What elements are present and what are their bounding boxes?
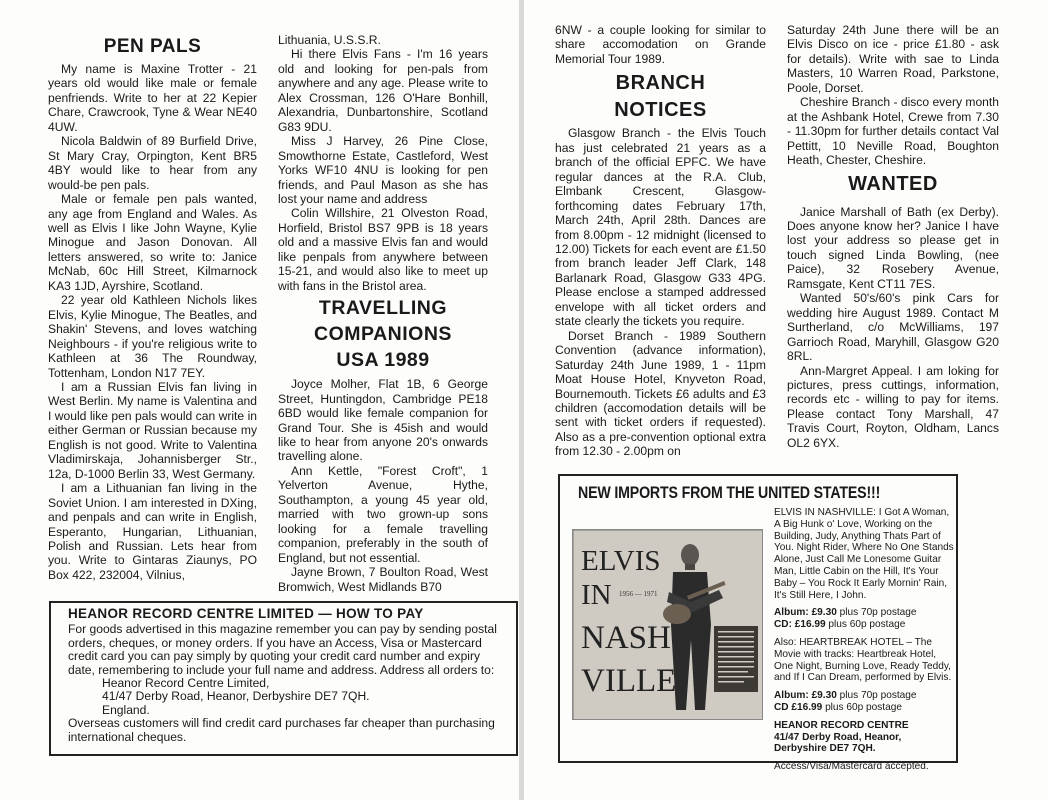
pay-address-line: 41/47 Derby Road, Heanor, Derbyshire DE7 7QH.: [102, 689, 370, 704]
pen-pal-entry: 22 year old Kathleen Nichols likes Elvis, Kylie Minogue, The Beatles, and Shakin' Stevens, and loves watching Neighbours - if you're religious write to Kathleen at 36 The Roundway, Tottenham, London N17 7EY.: [48, 293, 257, 380]
branch-entry: Dorset Branch - 1989 Southern Convention (advance information), Saturday 24th June 1989, 1 - 11pm Moat House Hotel, Knyveton Road, Bournemouth. Tickets £6 adults and £3 children (accomodation details will be sent with ticket orders if requested). Also as a pre-convention optional extra from 12.30 - 2.00pm on: [555, 328, 766, 459]
album-cover-artwork: [573, 530, 763, 720]
album-years: 1956 — 1971: [619, 590, 658, 598]
how-to-pay-intro: For goods advertised in this magazine remember you can pay by sending postal orders, cheques, or money orders. If you have an Access, Visa or Mastercard credit card you can pay simply by quoting your credit card number and expiry date, remembering to include your full name and address. Address all orders to:: [68, 622, 497, 677]
wanted-column: [787, 23, 999, 450]
item2-cd-price: [774, 702, 954, 714]
travelling-heading-line: TRAVELLING: [318, 297, 448, 320]
branch-entry: Cheshire Branch - disco every month at the Ashbank Hotel, Crewe from 7.30 - 11.30pm for further details contact Val Pettitt, 10 Neville Road, Boughton Heath, Chester, Cheshire.: [787, 95, 999, 168]
pen-pal-entry: I am a Russian Elvis fan living in West Berlin. My name is Valentina and I would like pen pals would can write in either German or Russian because my English is not good. Write to Valentina Vladimirskaja, Johannisberger Str., 12a, D-1000 Berlin 33, West Germany.: [48, 379, 257, 481]
branch-notices-heading: [555, 70, 766, 124]
new-imports-box: [558, 474, 958, 773]
price-label: CD: £16.99: [774, 619, 826, 631]
how-to-pay-title: HEANOR RECORD CENTRE LIMITED — HOW TO PAY: [68, 606, 424, 621]
item2-album-price: [774, 690, 954, 702]
price-label: CD £16.99: [774, 701, 823, 713]
pay-address-line: Heanor Record Centre Limited,: [102, 676, 270, 691]
pen-pal-entry: Male or female pen pals wanted, any age from England and Wales. As well as Elvis I like John Wayne, Kylie Minogue and Jason Donovan. All letters answered, so write to: Janice McNab, 60c Hill Street, Kilmarnock KA3 1JD, Ayrshire, Scotland.: [48, 192, 257, 293]
postage-text: plus 60p postage: [822, 701, 902, 713]
branch-notices-column: [555, 23, 766, 459]
pen-pal-entry: Colin Willshire, 21 Olveston Road, Horfield, Bristol BS7 9PB is 18 years old and a massive Elvis fan and would like penpals from anywhere between 15-21, and would also like to meet up with fans in the Bristol area.: [278, 206, 488, 293]
cards-accepted: Access/Visa/Mastercard accepted.: [774, 761, 929, 773]
pen-pals-continued-column: [278, 33, 488, 594]
company-line: 41/47 Derby Road, Heanor,: [774, 731, 902, 743]
item1-description: ELVIS IN NASHVILLE: I Got A Woman, A Big Hunk o' Love, Working on the Building, Judy, Anything Thats Part of You. Night Rider, Where No One Stands Alone, Just Call Me Lonesome Guitar Man, Little Cabin on the Hill, It's Your Baby – You Rock It Early Mornin' Rain, It's Still Here, I John.: [774, 507, 954, 601]
pay-address-line: England.: [102, 702, 150, 717]
album-title-line: NASH: [581, 620, 671, 656]
postage-text: plus 70p postage: [836, 607, 917, 619]
price-label: Album: £9.30: [774, 607, 837, 619]
company-line: HEANOR RECORD CENTRE: [774, 719, 909, 731]
album-title-line: ELVIS: [581, 545, 661, 577]
pen-pal-entry: Miss J Harvey, 26 Pine Close, Smowthorne Estate, Castleford, West Yorks WF10 4NU is looking for pen friends, and Paul Mason as she has lost your name and address: [278, 134, 488, 206]
imports-description: [774, 507, 954, 773]
pen-pal-entry: Hi there Elvis Fans - I'm 16 years old and looking for pen-pals from anywhere and any age. Please write to Alex Crossman, 126 O'Hare Bonhill, Alexandria, Dunbartonshire, Scotland G83 9DU.: [278, 47, 488, 134]
new-imports-title: NEW IMPORTS FROM THE UNITED STATES!!!: [578, 484, 881, 502]
wanted-entry: Janice Marshall of Bath (ex Derby). Does anyone know her? Janice I have lost your address so please get in touch signed Linda Bowling, (nee Paice), 32 Rosebery Avenue, Ramsgate, Kent CT11 7ES.: [787, 204, 999, 291]
company-line: Derbyshire DE7 7QH.: [774, 743, 876, 755]
album-title-line: IN: [581, 579, 612, 611]
company-address: [774, 732, 954, 744]
branch-heading-line: BRANCH: [615, 72, 706, 95]
pen-pal-entry-continued: Lithuania, U.S.S.R.: [278, 33, 381, 47]
wanted-entry: Ann-Margret Appeal. I am loking for pictures, press cuttings, information, records etc - willing to pay for items. Please contact Tony Marshall, 47 Travis Court, Royton, Oldham, Lancs OL2 6YX.: [787, 363, 999, 450]
wanted-entry: Wanted 50's/60's pink Cars for wedding hire August 1989. Contact M Surtherland, c/o McWilliams, 197 Garrioch Road, Maryhill, Glasgow G20 8RL.: [787, 291, 999, 364]
branch-entry-continued: Saturday 24th June there will be an Elvis Disco on ice - price £1.80 - ask for details). Write with sae to Linda Masters, 10 Warren Road, Parkstone, Poole, Dorset.: [787, 23, 999, 95]
travel-entry: Jayne Brown, 7 Boulton Road, West Bromwich, West Midlands B70: [278, 565, 488, 594]
pen-pals-column: [48, 33, 257, 582]
album-title-line: VILLE: [581, 663, 677, 699]
pen-pals-heading: PEN PALS: [103, 36, 202, 57]
how-to-pay-outro: Overseas customers will find credit card purchases far cheaper than purchasing international cheques.: [68, 716, 495, 744]
price-label: Album: £9.30: [774, 690, 837, 702]
item1-album-price: [774, 607, 954, 619]
travelling-heading-line: USA 1989: [336, 349, 430, 372]
travel-entry: Joyce Molher, Flat 1B, 6 George Street, Huntingdon, Cambridge PE18 6BD would like female companion for Grand Tour. She is 45ish and would like to hear from anyone 20's onwards travelling alone.: [278, 377, 488, 464]
wanted-heading: WANTED: [848, 172, 938, 195]
pen-pal-entry: My name is Maxine Trotter - 21 years old would like male or female penfriends. Write to her at 22 Kepier Chare, Crawcrook, Tyne & Wear NE40 4UW.: [48, 62, 257, 134]
travelling-heading: [278, 295, 488, 373]
branch-heading-line: NOTICES: [614, 99, 707, 122]
pen-pal-entry: I am a Lithuanian fan living in the Soviet Union. I am interested in DXing, and penpals and can write in English, Esperanto, Hungarian, Lithuanian, Polish and Russian. Lets hear from you. Write to Gintaras Ziaunys, PO Box 422, 232004, Vilnius,: [48, 481, 257, 582]
elvis-in-nashville-album-cover: [572, 529, 763, 720]
branch-entry: Glasgow Branch - the Elvis Touch has just celebrated 21 years as a branch of the official EPFC. We have regular dances at the R.A. Club, Elmbank Crescent, Glasgow-forthcoming dates February 17th, March 24th, April 28th. Dances are from 8.00pm - 12 midnight (licensed to 12.00) Tickets for each event are £1.50 from branch leader Jeff Clark, 148 Barlanark Road, Glasgow G33 4PG. Please enclose a stamped addressed envelope with all ticket orders and state clearly the tickets you require.: [555, 126, 766, 329]
item2-description: Also: HEARTBREAK HOTEL – The Movie with tracks: Heartbreak Hotel, One Night, Burning Love, Ready Teddy, and If I Can Dream, performed by Elvis.: [774, 636, 952, 684]
company-address: [774, 743, 954, 755]
company-name: [774, 720, 954, 732]
postage-text: plus 70p postage: [836, 690, 917, 702]
how-to-pay-box: [49, 601, 518, 756]
postage-text: plus 60p postage: [825, 619, 906, 631]
item1-cd-price: [774, 619, 954, 631]
travel-entry-continued: 6NW - a couple looking for similar to share accomodation on Grande Memorial Tour 1989.: [555, 23, 766, 66]
travelling-heading-line: COMPANIONS: [314, 323, 452, 346]
travel-entry: Ann Kettle, "Forest Croft", 1 Yelverton Avenue, Hythe, Southampton, a young 45 year old, married with two grown-up sons looking for a female travelling companion, preferably in the south of England, but not essential.: [278, 463, 488, 565]
pen-pal-entry: Nicola Baldwin of 89 Burfield Drive, St Mary Cray, Orpington, Kent BR5 4BY would like to hear from any would-be pen pals.: [48, 134, 257, 192]
